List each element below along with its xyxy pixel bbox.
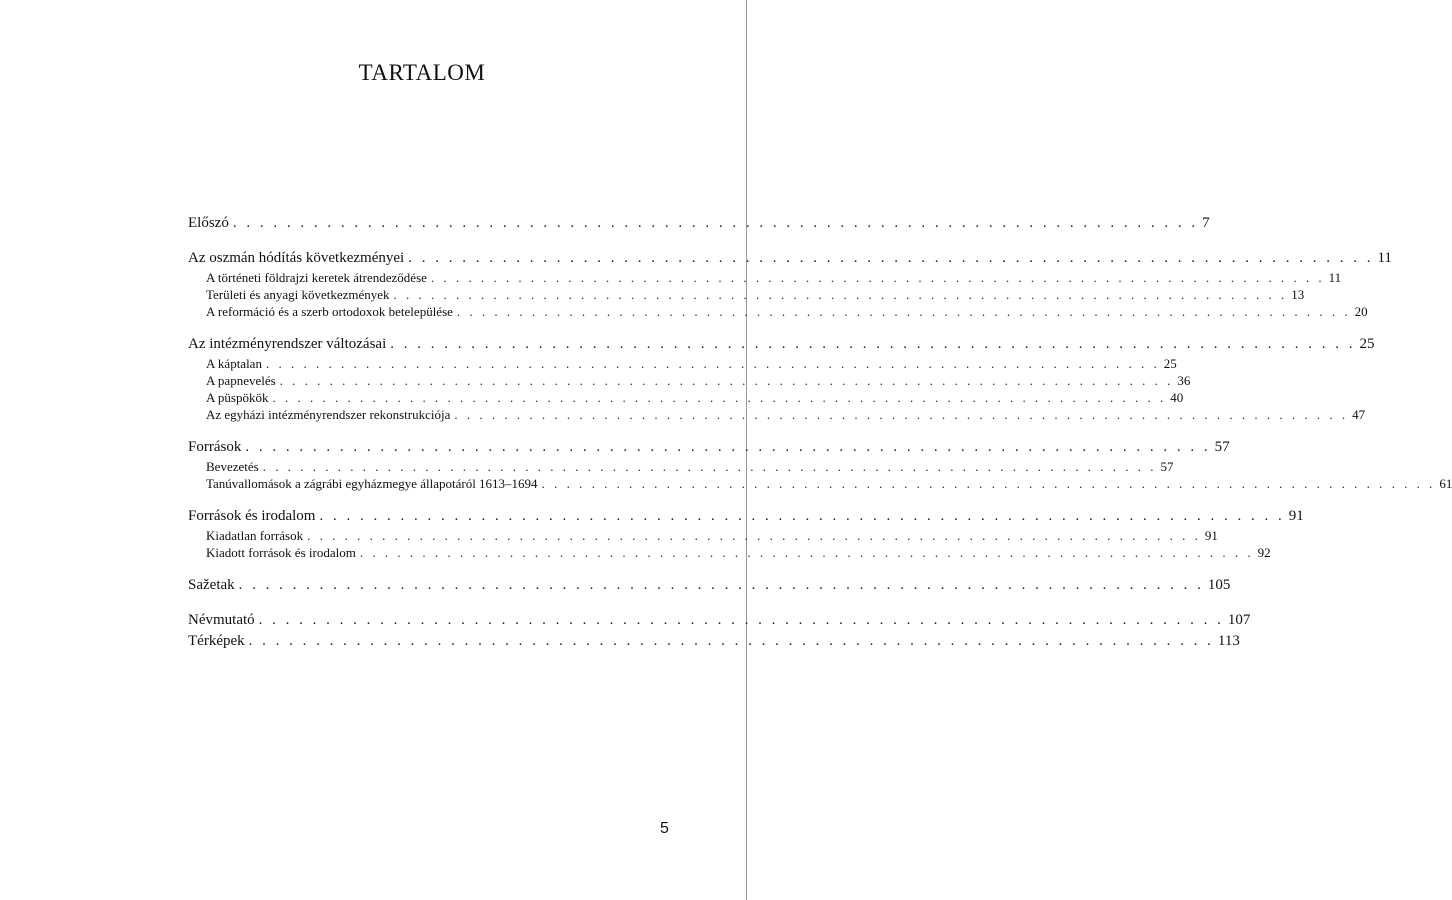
toc-section [188, 437, 1452, 492]
toc-subentry-page: 36 [1177, 373, 1191, 388]
toc-subentry-page: 40 [1170, 390, 1184, 405]
toc-entry-page: 113 [1217, 633, 1240, 649]
toc-subentry-title: A történeti földrajzi keretek átrendeződése [206, 270, 427, 285]
toc-entry[interactable] [188, 631, 1240, 652]
toc-section [188, 334, 1375, 423]
toc-section [188, 248, 1392, 320]
leader-dots: . . . . . . . . . . . . . . . . . . . . . . . . . . . . . . . . . . . . . . . . . . . . . . . . . . . . . . . . . . . . . . . . . . . . . . . . [232, 215, 1199, 231]
toc-subentry-page: 11 [1328, 270, 1342, 285]
toc-subentry-page: 61 [1439, 476, 1452, 491]
toc-entry[interactable] [188, 610, 1251, 631]
leader-dots: . . . . . . . . . . . . . . . . . . . . . . . . . . . . . . . . . . . . . . . . . . . . . . . . . . . . . . . . . . . . . . . . . . . . . . . . [319, 508, 1285, 524]
toc-entry-page: 57 [1214, 439, 1230, 455]
toc-subentry[interactable] [188, 458, 1174, 475]
toc-subentry-title: Területi és anyagi következmények [206, 287, 390, 302]
toc-entry-page: 11 [1377, 250, 1392, 266]
leader-dots: . . . . . . . . . . . . . . . . . . . . . . . . . . . . . . . . . . . . . . . . . . . . . . . . . . . . . . . . . . . . . . . . . . . . . . . . [541, 476, 1436, 491]
toc-subentry-title: A reformáció és a szerb ortodoxok betelepülése [206, 304, 453, 319]
toc-subentry-page: 13 [1291, 287, 1305, 302]
toc-entry-title: Az oszmán hódítás következményei [188, 250, 405, 266]
toc-entry[interactable] [188, 437, 1230, 458]
toc-section [188, 575, 1231, 596]
leader-dots: . . . . . . . . . . . . . . . . . . . . . . . . . . . . . . . . . . . . . . . . . . . . . . . . . . . . . . . . . . . . . . . . . . . . . . . . [359, 545, 1254, 560]
toc-subentry-title: A papnevelés [206, 373, 276, 388]
toc-entry-page: 105 [1207, 577, 1231, 593]
toc-subentry-title: Kiadott források és irodalom [206, 545, 356, 560]
toc-subentry-page: 91 [1204, 528, 1218, 543]
toc-subentry-title: A káptalan [206, 356, 262, 371]
toc-section [188, 213, 1210, 234]
toc-entry[interactable] [188, 248, 1392, 269]
leader-dots: . . . . . . . . . . . . . . . . . . . . . . . . . . . . . . . . . . . . . . . . . . . . . . . . . . . . . . . . . . . . . . . . . . . . . . . . [456, 304, 1351, 319]
toc-entry-page: 7 [1202, 215, 1210, 231]
toc-subentry[interactable] [188, 303, 1368, 320]
leader-dots: . . . . . . . . . . . . . . . . . . . . . . . . . . . . . . . . . . . . . . . . . . . . . . . . . . . . . . . . . . . . . . . . . . . . . . . . [272, 390, 1167, 405]
toc-subentry-title: A püspökök [206, 390, 269, 405]
leader-dots: . . . . . . . . . . . . . . . . . . . . . . . . . . . . . . . . . . . . . . . . . . . . . . . . . . . . . . . . . . . . . . . . . . . . . . . . [307, 528, 1201, 543]
toc-entry[interactable] [188, 575, 1231, 596]
leader-dots: . . . . . . . . . . . . . . . . . . . . . . . . . . . . . . . . . . . . . . . . . . . . . . . . . . . . . . . . . . . . . . . . . . . . . . . . [265, 356, 1160, 371]
page-number: 5 [660, 820, 669, 837]
toc-subentry-page: 20 [1354, 304, 1368, 319]
table-of-contents [188, 213, 1452, 666]
toc-subentry-title: Bevezetés [206, 459, 259, 474]
toc-subentry-page: 92 [1257, 545, 1271, 560]
leader-dots: . . . . . . . . . . . . . . . . . . . . . . . . . . . . . . . . . . . . . . . . . . . . . . . . . . . . . . . . . . . . . . . . . . . . . . . . [238, 577, 1204, 593]
leader-dots: . . . . . . . . . . . . . . . . . . . . . . . . . . . . . . . . . . . . . . . . . . . . . . . . . . . . . . . . . . . . . . . . . . . . . . . . [430, 270, 1325, 285]
toc-subentry[interactable] [188, 269, 1342, 286]
leader-dots: . . . . . . . . . . . . . . . . . . . . . . . . . . . . . . . . . . . . . . . . . . . . . . . . . . . . . . . . . . . . . . . . . . . . . . . . [248, 633, 1214, 649]
toc-entry-title: Források és irodalom [188, 508, 316, 524]
leader-dots: . . . . . . . . . . . . . . . . . . . . . . . . . . . . . . . . . . . . . . . . . . . . . . . . . . . . . . . . . . . . . . . . . . . . . . . . [262, 459, 1157, 474]
page-title: TARTALOM [358, 60, 486, 85]
toc-entry-title: Sažetak [188, 577, 235, 593]
toc-section [188, 610, 1251, 631]
leader-dots: . . . . . . . . . . . . . . . . . . . . . . . . . . . . . . . . . . . . . . . . . . . . . . . . . . . . . . . . . . . . . . . . . . . . . . . . [454, 407, 1349, 422]
toc-subentry[interactable] [188, 372, 1191, 389]
leader-dots: . . . . . . . . . . . . . . . . . . . . . . . . . . . . . . . . . . . . . . . . . . . . . . . . . . . . . . . . . . . . . . . . . . . . . . . . [245, 439, 1211, 455]
toc-subentry[interactable] [188, 527, 1218, 544]
leader-dots: . . . . . . . . . . . . . . . . . . . . . . . . . . . . . . . . . . . . . . . . . . . . . . . . . . . . . . . . . . . . . . . . . . . . . . . . [393, 287, 1288, 302]
toc-subentry-title: Tanúvallomások a zágrábi egyházmegye állapotáról 1613–1694 [206, 476, 538, 491]
toc-entry-title: Az intézményrendszer változásai [188, 336, 387, 352]
toc-entry-page: 25 [1359, 336, 1375, 352]
toc-section [188, 631, 1240, 652]
toc-entry-page: 107 [1227, 612, 1251, 628]
toc-entry-title: Források [188, 439, 242, 455]
toc-subentry[interactable] [188, 286, 1305, 303]
leader-dots: . . . . . . . . . . . . . . . . . . . . . . . . . . . . . . . . . . . . . . . . . . . . . . . . . . . . . . . . . . . . . . . . . . . . . . . . [279, 373, 1174, 388]
toc-subentry[interactable] [188, 389, 1184, 406]
toc-entry-title: Térképek [188, 633, 245, 649]
toc-entry-page: 91 [1288, 508, 1304, 524]
leader-dots: . . . . . . . . . . . . . . . . . . . . . . . . . . . . . . . . . . . . . . . . . . . . . . . . . . . . . . . . . . . . . . . . . . . . . . . . [408, 250, 1374, 266]
toc-section [188, 506, 1304, 561]
toc-subentry[interactable] [188, 406, 1366, 423]
toc-entry[interactable] [188, 334, 1375, 355]
toc-entry[interactable] [188, 506, 1304, 527]
toc-subentry-page: 25 [1163, 356, 1177, 371]
toc-subentry-page: 47 [1352, 407, 1366, 422]
toc-subentry[interactable] [188, 475, 1452, 492]
leader-dots: . . . . . . . . . . . . . . . . . . . . . . . . . . . . . . . . . . . . . . . . . . . . . . . . . . . . . . . . . . . . . . . . . . . . . . . . [258, 612, 1224, 628]
toc-subentry-title: Az egyházi intézményrendszer rekonstrukciója [206, 407, 451, 422]
toc-subentry-title: Kiadatlan források [206, 528, 304, 543]
toc-subentry-page: 57 [1160, 459, 1174, 474]
toc-subentry[interactable] [188, 544, 1271, 561]
leader-dots: . . . . . . . . . . . . . . . . . . . . . . . . . . . . . . . . . . . . . . . . . . . . . . . . . . . . . . . . . . . . . . . . . . . . . . . . [390, 336, 1356, 352]
toc-entry-title: Névmutató [188, 612, 255, 628]
toc-subentry[interactable] [188, 355, 1177, 372]
toc-entry[interactable] [188, 213, 1210, 234]
toc-entry-title: Előszó [188, 215, 229, 231]
